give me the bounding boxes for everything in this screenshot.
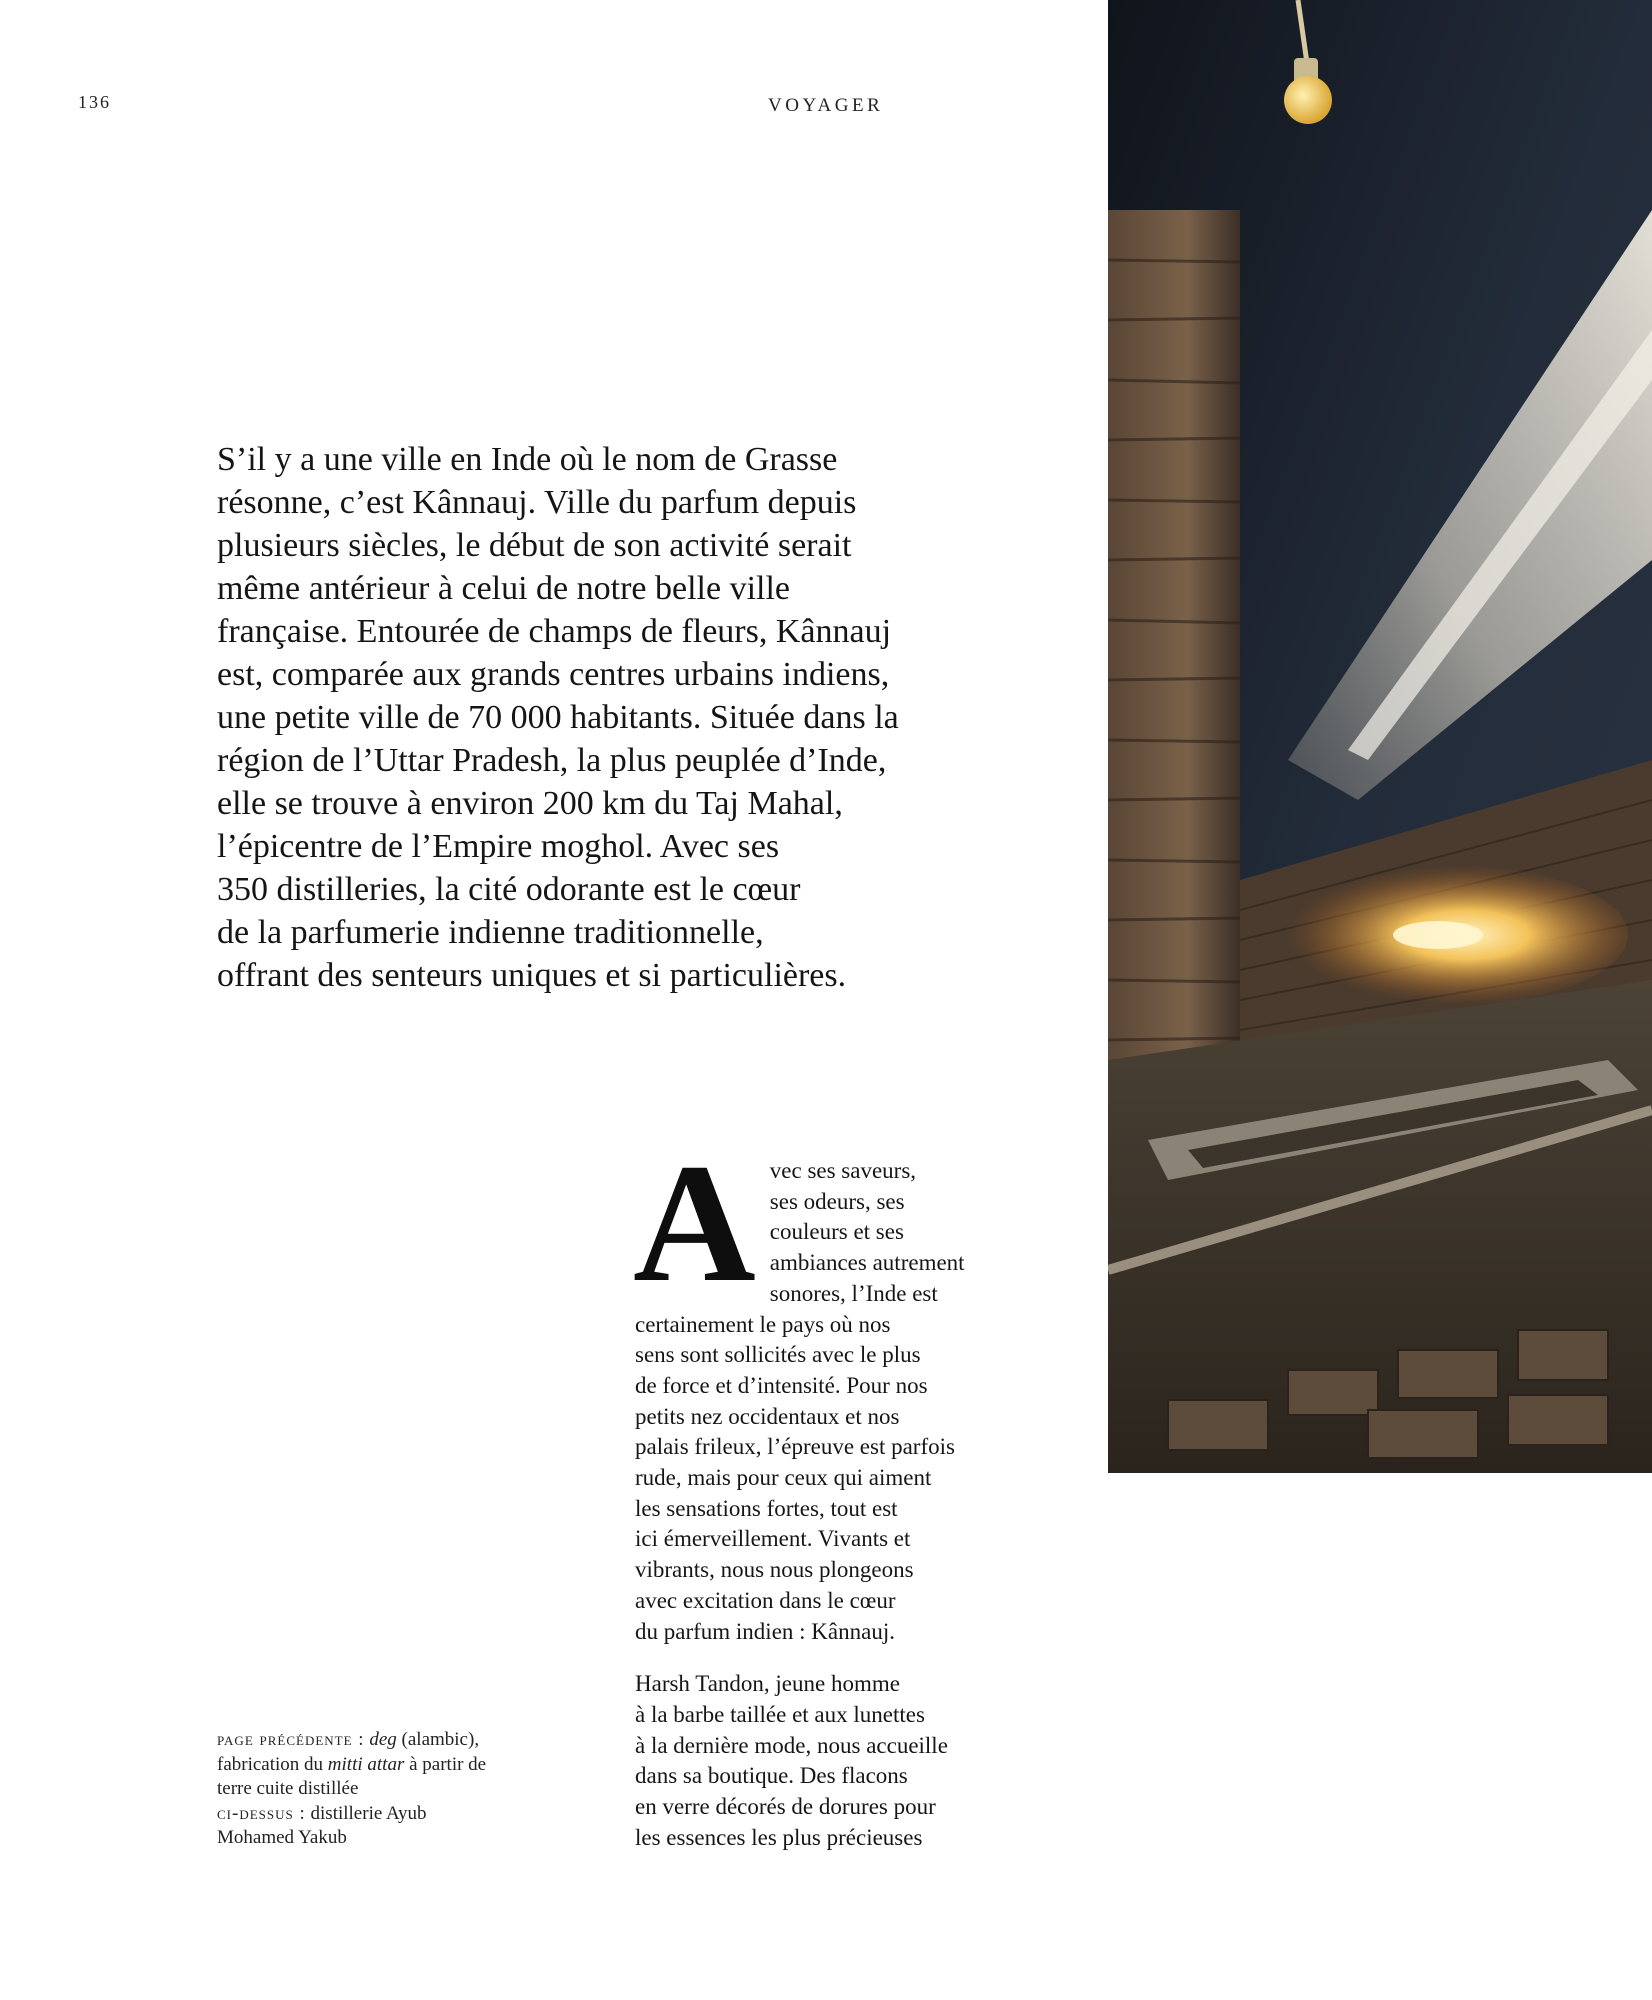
body-line: du parfum indien : Kânnauj. [635,1618,895,1644]
intro-line: de la parfumerie indienne traditionnelle, [217,914,764,951]
article-body [633,1129,1045,1853]
body-line: rude, mais pour ceux qui aiment [635,1465,932,1491]
page-number: 136 [78,92,111,112]
intro-line: française. Entourée de champs de fleurs, Kânnauj [217,613,892,650]
intro-line: elle se trouve à environ 200 km du Taj Mahal, [217,785,843,822]
body-line: petits nez occidentaux et nos [635,1403,900,1429]
caption-text: à partir de [409,1753,487,1775]
caption-line: Mohamed Yakub [217,1827,347,1848]
caption-line [217,1753,577,1778]
intro-line: 350 distilleries, la cité odorante est le cœur [217,871,801,908]
body-line: les sensations fortes, tout est [635,1495,898,1521]
body-line: sonores, l’Inde est [769,1280,938,1306]
distillery-photo [1108,0,1652,1473]
body-line: avec excitation dans le cœur [635,1587,896,1613]
intro-paragraph [217,438,1037,997]
body-line: ici émerveillement. Vivants et [635,1526,911,1552]
caption-deg: deg [369,1729,397,1750]
caption-mitti-attar: mitti attar [327,1753,405,1775]
body-line: à la dernière mode, nous accueille [635,1732,948,1758]
caption-text: distillerie Ayub [310,1802,427,1824]
caption-label-previous-page: page précédente : [217,1729,365,1750]
drop-cap: A [633,1129,756,1317]
body-line: Harsh Tandon, jeune homme [635,1671,900,1697]
intro-line: plusieurs siècles, le début de son activité serait [217,527,852,564]
intro-line: même antérieur à celui de notre belle ville [217,570,791,607]
caption-line [217,1728,577,1753]
intro-line: S’il y a une ville en Inde où le nom de Grasse [217,441,838,478]
body-line: ambiances autrement [769,1250,965,1276]
intro-line: l’épicentre de l’Empire moghol. Avec ses [217,828,780,865]
body-line: vibrants, nous nous plongeons [635,1557,914,1583]
body-paragraph-2 [635,1669,1045,1853]
caption-text: fabrication du [217,1753,324,1775]
body-line: sens sont sollicités avec le plus [635,1342,921,1368]
body-line: les essences les plus précieuses [635,1824,923,1850]
photo-caption [217,1728,577,1851]
body-line: certainement le pays où nos [635,1311,891,1337]
caption-label-above: ci-dessus : [217,1802,306,1824]
body-line: vec ses saveurs, [769,1158,917,1183]
caption-line [217,1802,577,1827]
body-line: couleurs et ses [769,1219,904,1245]
caption-line: terre cuite distillée [217,1778,359,1799]
intro-line: est, comparée aux grands centres urbains indiens, [217,656,890,693]
body-line: à la barbe taillée et aux lunettes [635,1701,925,1727]
body-line: de force et d’intensité. Pour nos [635,1372,928,1398]
body-paragraph-1 [633,1129,1045,1647]
section-label: VOYAGER [768,95,884,116]
body-line: dans sa boutique. Des flacons [635,1763,908,1789]
light-bulb-icon [1284,76,1332,124]
body-line: palais frileux, l’épreuve est parfois [635,1434,955,1460]
intro-line: région de l’Uttar Pradesh, la plus peuplée d’Inde, [217,742,887,779]
fire-core [1393,921,1483,949]
body-line: en verre décorés de dorures pour [635,1794,936,1820]
caption-text: (alambic), [401,1729,480,1750]
intro-line: offrant des senteurs uniques et si particulières. [217,957,847,994]
body-line: ses odeurs, ses [769,1188,905,1214]
intro-line: résonne, c’est Kânnauj. Ville du parfum depuis [217,484,857,521]
intro-line: une petite ville de 70 000 habitants. Située dans la [217,699,899,736]
